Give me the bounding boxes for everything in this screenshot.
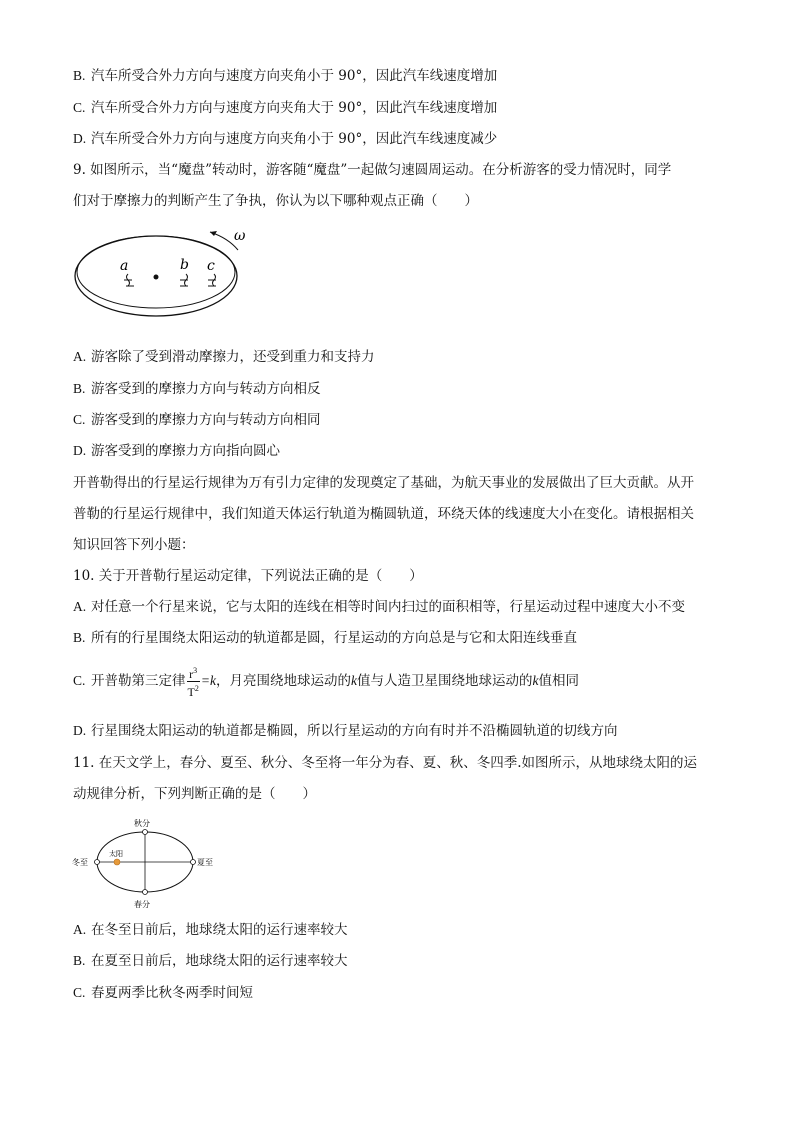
option-text: 春夏两季比秋冬两季时间短 bbox=[91, 985, 253, 1001]
q9-stem-line2: 们对于摩擦力的判断产生了争执，你认为以下哪种观点正确（ ） bbox=[73, 193, 478, 209]
autumn-label: 秋分 bbox=[134, 819, 150, 828]
earth-autumn-dot bbox=[143, 830, 148, 835]
earth-spring-dot bbox=[143, 890, 148, 895]
option-label: C. bbox=[73, 100, 86, 115]
option-c-mid: ，月亮围绕地球运动的 bbox=[215, 673, 351, 689]
option-label: D. bbox=[73, 443, 87, 458]
rider-c-figure bbox=[208, 274, 216, 286]
q11-option-c bbox=[73, 984, 253, 1002]
k-symbol: k bbox=[532, 673, 539, 688]
option-text: 汽车所受合外力方向与速度方向夹角大于 90°，因此汽车线速度增加 bbox=[91, 100, 498, 116]
earth-orbit-figure bbox=[70, 814, 220, 912]
option-text: 汽车所受合外力方向与速度方向夹角小于 90°，因此汽车线速度增加 bbox=[91, 68, 498, 84]
rider-a-label: a bbox=[120, 258, 129, 274]
earth-summer-dot bbox=[191, 860, 196, 865]
option-label: A. bbox=[73, 922, 87, 937]
numerator-exponent: 3 bbox=[193, 666, 198, 675]
option-text: 行星围绕太阳运动的轨道都是椭圆，所以行星运动的方向有时并不沿椭圆轨道的切线方向 bbox=[91, 723, 618, 739]
option-label: C. bbox=[73, 985, 86, 1000]
option-label: B. bbox=[73, 630, 86, 645]
option-text: 在夏至日前后，地球绕太阳的运行速率较大 bbox=[91, 953, 348, 969]
option-text: 游客受到的摩擦力方向与转动方向相反 bbox=[91, 381, 321, 397]
option-label: B. bbox=[73, 953, 86, 968]
option-label: A. bbox=[73, 349, 87, 364]
q10-option-c bbox=[73, 664, 579, 699]
q8-option-b bbox=[73, 67, 497, 85]
q9-option-a bbox=[73, 348, 375, 366]
option-text: 所有的行星围绕太阳运动的轨道都是圆，行星运动的方向总是与它和太阳连线垂直 bbox=[91, 630, 577, 646]
q10-option-b bbox=[73, 629, 577, 647]
k-symbol: k bbox=[350, 673, 357, 688]
option-label: D. bbox=[73, 723, 87, 738]
option-c-prefix: 开普勒第三定律 bbox=[91, 673, 186, 689]
intro-line1: 开普勒得出的行星运行规律为万有引力定律的发现奠定了基础，为航天事业的发展做出了巨大贡献。从开 bbox=[73, 475, 694, 491]
option-label: B. bbox=[73, 381, 86, 396]
kepler-third-law-fraction bbox=[187, 664, 200, 699]
option-c-mid2: 值与人造卫星围绕地球运动的 bbox=[356, 673, 533, 689]
option-label: D. bbox=[73, 131, 87, 146]
q11-stem-line1: 11. 在天文学上，春分、夏至、秋分、冬至将一年分为春、夏、秋、冬四季.如图所示，从地球绕太阳的运 bbox=[73, 755, 698, 771]
rider-a-figure bbox=[124, 274, 134, 286]
q8-option-d bbox=[73, 130, 497, 148]
option-text: 游客受到的摩擦力方向指向圆心 bbox=[91, 443, 280, 459]
q10-stem: 10. 关于开普勒行星运动定律，下列说法正确的是（ ） bbox=[73, 568, 423, 584]
option-c-suffix: 值相同 bbox=[538, 673, 579, 689]
option-label: C. bbox=[73, 412, 86, 427]
intro-line3: 知识回答下列小题： bbox=[73, 537, 195, 553]
q10-option-d bbox=[73, 722, 618, 740]
denominator-exponent: 2 bbox=[194, 684, 199, 693]
option-label: B. bbox=[73, 68, 86, 83]
earth-winter-dot bbox=[95, 860, 100, 865]
option-text: 在冬至日前后，地球绕太阳的运行速率较大 bbox=[91, 922, 348, 938]
spring-label: 春分 bbox=[134, 900, 150, 909]
q11-stem-line2: 动规律分析，下列判断正确的是（ ） bbox=[73, 786, 316, 802]
fraction-numerator: r bbox=[189, 667, 194, 681]
disk-center-dot bbox=[154, 275, 159, 280]
q8-option-c bbox=[73, 99, 497, 117]
winter-label: 冬至 bbox=[72, 858, 88, 867]
option-text: 游客除了受到滑动摩擦力，还受到重力和支持力 bbox=[91, 349, 375, 365]
option-text: 游客受到的摩擦力方向与转动方向相同 bbox=[91, 412, 321, 428]
intro-line2: 普勒的行星运行规律中，我们知道天体运行轨道为椭圆轨道，环绕天体的线速度大小在变化。请根据相关 bbox=[73, 506, 694, 522]
option-label: C. bbox=[73, 673, 86, 688]
q11-option-b bbox=[73, 952, 348, 970]
option-text: 对任意一个行星来说，它与太阳的连线在相等时间内扫过的面积相等，行星运动过程中速度大小不变 bbox=[91, 599, 685, 615]
equals-k: =k bbox=[200, 673, 216, 688]
rider-c-label: c bbox=[207, 258, 215, 274]
option-text: 汽车所受合外力方向与速度方向夹角小于 90°，因此汽车线速度减少 bbox=[91, 131, 498, 147]
q10-option-a bbox=[73, 598, 685, 616]
q9-option-c bbox=[73, 411, 321, 429]
summer-label: 夏至 bbox=[197, 858, 213, 867]
rider-b-figure bbox=[180, 274, 188, 286]
q9-stem-line1: 9. 如图所示，当“魔盘”转动时，游客随“魔盘”一起做匀速圆周运动。在分析游客的受力情况时，同学 bbox=[73, 162, 672, 178]
sun-label: 太阳 bbox=[109, 850, 123, 858]
q11-option-a bbox=[73, 921, 348, 939]
option-label: A. bbox=[73, 599, 87, 614]
sun-dot bbox=[114, 859, 120, 865]
magic-disk-figure bbox=[70, 222, 250, 322]
q9-option-b bbox=[73, 380, 321, 398]
rider-b-label: b bbox=[180, 257, 189, 273]
fraction-denominator: T bbox=[187, 685, 195, 699]
q9-option-d bbox=[73, 442, 280, 460]
omega-label: ω bbox=[234, 228, 246, 244]
